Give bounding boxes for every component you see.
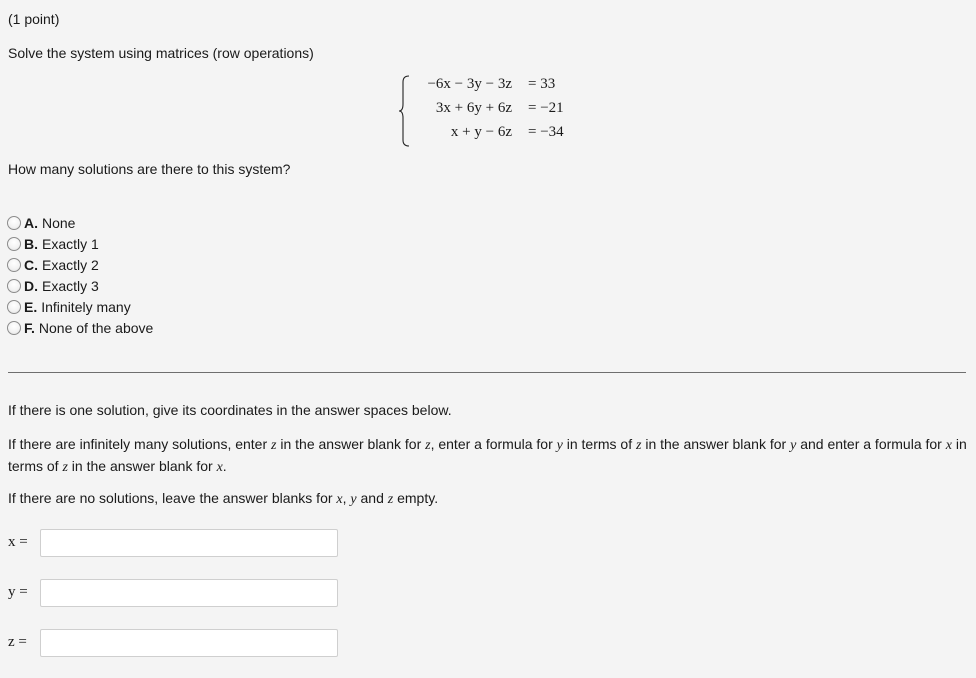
equation-3-lhs: x + y − 6z <box>450 124 512 140</box>
radio-button-icon[interactable] <box>7 321 21 335</box>
option-c[interactable] <box>7 254 99 275</box>
equation-1-rhs: = 33 <box>528 76 556 92</box>
option-text: Exactly 1 <box>42 235 99 252</box>
var-z: z <box>62 460 68 475</box>
problem-prompt: Solve the system using matrices (row operations) <box>8 45 314 61</box>
text: in terms of <box>8 436 967 474</box>
section-divider <box>8 372 966 373</box>
points-label: (1 point) <box>8 11 60 27</box>
var-x: x <box>945 438 952 453</box>
instruction-infinite-solutions <box>8 434 970 478</box>
text: in the answer blank for <box>641 436 791 452</box>
text: , <box>342 490 351 506</box>
equation-system <box>398 74 588 146</box>
radio-button-icon[interactable] <box>7 279 21 293</box>
option-text: None <box>42 214 76 231</box>
option-text: Exactly 3 <box>42 277 99 294</box>
text: in the answer blank for <box>276 436 426 452</box>
option-letter: C. <box>24 256 38 273</box>
option-letter: A. <box>24 214 38 231</box>
text: in terms of <box>562 436 636 452</box>
radio-button-icon[interactable] <box>7 258 21 272</box>
answer-z-label: z = <box>8 634 27 650</box>
option-text: Infinitely many <box>41 298 131 315</box>
option-b[interactable] <box>7 233 99 254</box>
text: . <box>222 458 227 474</box>
answer-x-input[interactable] <box>40 529 338 557</box>
var-y: y <box>350 492 357 507</box>
var-z: z <box>271 438 277 453</box>
option-letter: D. <box>24 277 38 294</box>
text: If there are no solutions, leave the answer blanks for <box>8 490 337 506</box>
text: , enter a formula for <box>430 436 557 452</box>
var-z: z <box>425 438 431 453</box>
option-letter: B. <box>24 235 38 252</box>
left-brace-icon <box>398 75 410 147</box>
option-f[interactable] <box>7 317 153 338</box>
answer-x-label: x = <box>8 534 28 550</box>
text: in the answer blank for <box>67 458 217 474</box>
equation-2-lhs: 3x + 6y + 6z <box>435 100 512 116</box>
equation-1-lhs: −6x − 3y − 3z <box>427 76 512 92</box>
option-e[interactable] <box>7 296 131 317</box>
option-text: None of the above <box>38 319 154 336</box>
var-x: x <box>336 492 343 507</box>
answer-y-input[interactable] <box>40 579 338 607</box>
equation-2-rhs: = −21 <box>528 100 564 116</box>
option-letter: E. <box>24 298 38 315</box>
option-d[interactable] <box>7 275 99 296</box>
equation-3-rhs: = −34 <box>528 124 564 140</box>
text: and enter a formula for <box>796 436 946 452</box>
var-y: y <box>790 438 797 453</box>
option-a[interactable] <box>7 212 75 233</box>
question-text: How many solutions are there to this system? <box>8 161 291 177</box>
var-z: z <box>636 438 642 453</box>
instruction-one-solution: If there is one solution, give its coordinates in the answer spaces below. <box>8 402 452 418</box>
option-letter: F. <box>24 319 35 336</box>
radio-button-icon[interactable] <box>7 237 21 251</box>
radio-button-icon[interactable] <box>7 216 21 230</box>
var-x: x <box>216 460 223 475</box>
var-y: y <box>556 438 563 453</box>
text: and <box>356 490 388 506</box>
text: If there are infinitely many solutions, enter <box>8 436 272 452</box>
answer-z-input[interactable] <box>40 629 338 657</box>
instruction-no-solutions <box>8 488 970 510</box>
radio-button-icon[interactable] <box>7 300 21 314</box>
var-z: z <box>387 492 394 507</box>
answer-y-label: y = <box>8 584 28 600</box>
option-text: Exactly 2 <box>42 256 99 273</box>
text: empty. <box>393 490 439 506</box>
